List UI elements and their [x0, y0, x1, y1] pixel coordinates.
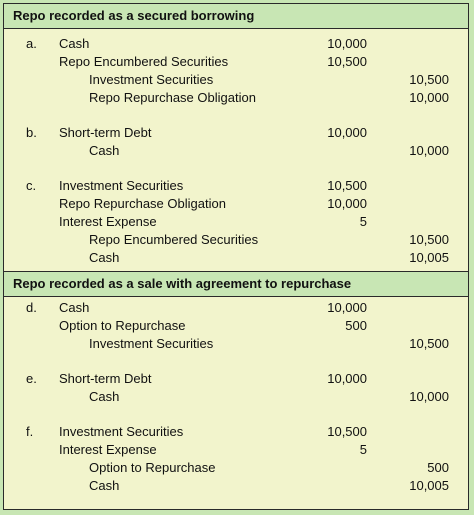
account-name: Interest Expense	[59, 214, 157, 229]
debit-amount: 500	[345, 318, 367, 333]
credit-amount: 10,500	[409, 232, 449, 247]
debit-amount: 5	[359, 214, 367, 229]
account-name: Investment Securities	[89, 336, 214, 351]
section-title-secured-borrowing: Repo recorded as a secured borrowing	[4, 4, 468, 29]
entry-letter: f.	[26, 424, 34, 439]
debit-amount: 10,000	[327, 371, 367, 386]
journal-entries-table	[3, 3, 469, 510]
debit-amount: 5	[359, 442, 367, 457]
table-row	[4, 477, 468, 495]
account-name: Investment Securities	[59, 178, 184, 193]
table-row	[4, 459, 468, 477]
account-name: Cash	[59, 36, 90, 51]
table-row	[4, 335, 468, 353]
journal-entry-a	[4, 35, 468, 107]
account-name: Cash	[59, 300, 90, 315]
table-row	[4, 441, 468, 459]
account-name: Cash	[89, 478, 120, 493]
account-name: Cash	[89, 389, 120, 404]
account-name: Investment Securities	[59, 424, 184, 439]
credit-amount: 10,500	[409, 72, 449, 87]
credit-amount: 10,005	[409, 250, 449, 265]
table-row	[4, 370, 468, 388]
account-name: Repo Encumbered Securities	[89, 232, 259, 247]
table-row	[4, 142, 468, 160]
table-row	[4, 231, 468, 249]
account-name: Short-term Debt	[59, 371, 152, 386]
table-row	[4, 213, 468, 231]
account-name: Cash	[89, 143, 120, 158]
account-name: Option to Repurchase	[59, 318, 186, 333]
debit-amount: 10,500	[327, 178, 367, 193]
section-title-sale-with-repurchase: Repo recorded as a sale with agreement to repurchase	[4, 271, 468, 297]
debit-amount: 10,000	[327, 196, 367, 211]
table-row	[4, 71, 468, 89]
credit-amount: 500	[427, 460, 449, 475]
table-row	[4, 423, 468, 441]
entry-letter: a.	[26, 36, 37, 51]
entry-letter: d.	[26, 300, 37, 315]
credit-amount: 10,005	[409, 478, 449, 493]
entry-letter: c.	[26, 178, 37, 193]
table-row	[4, 317, 468, 335]
table-row	[4, 53, 468, 71]
account-name: Cash	[89, 250, 120, 265]
table-row	[4, 249, 468, 267]
entry-letter: b.	[26, 125, 37, 140]
account-name: Investment Securities	[89, 72, 214, 87]
journal-entry-e	[4, 370, 468, 406]
debit-amount: 10,500	[327, 424, 367, 439]
account-name: Option to Repurchase	[89, 460, 216, 475]
debit-amount: 10,000	[327, 300, 367, 315]
debit-amount: 10,500	[327, 54, 367, 69]
credit-amount: 10,500	[409, 336, 449, 351]
table-row	[4, 299, 468, 317]
journal-entry-b	[4, 124, 468, 160]
table-row	[4, 177, 468, 195]
table-row	[4, 388, 468, 406]
account-name: Repo Repurchase Obligation	[59, 196, 226, 211]
table-row	[4, 124, 468, 142]
table-row	[4, 89, 468, 107]
table-row	[4, 195, 468, 213]
account-name: Interest Expense	[59, 442, 157, 457]
table-row	[4, 35, 468, 53]
debit-amount: 10,000	[327, 125, 367, 140]
credit-amount: 10,000	[409, 389, 449, 404]
account-name: Repo Encumbered Securities	[59, 54, 229, 69]
journal-entry-d	[4, 299, 468, 353]
journal-entry-f	[4, 423, 468, 495]
entry-letter: e.	[26, 371, 37, 386]
debit-amount: 10,000	[327, 36, 367, 51]
account-name: Short-term Debt	[59, 125, 152, 140]
journal-entry-c	[4, 177, 468, 267]
credit-amount: 10,000	[409, 143, 449, 158]
account-name: Repo Repurchase Obligation	[89, 90, 256, 105]
credit-amount: 10,000	[409, 90, 449, 105]
